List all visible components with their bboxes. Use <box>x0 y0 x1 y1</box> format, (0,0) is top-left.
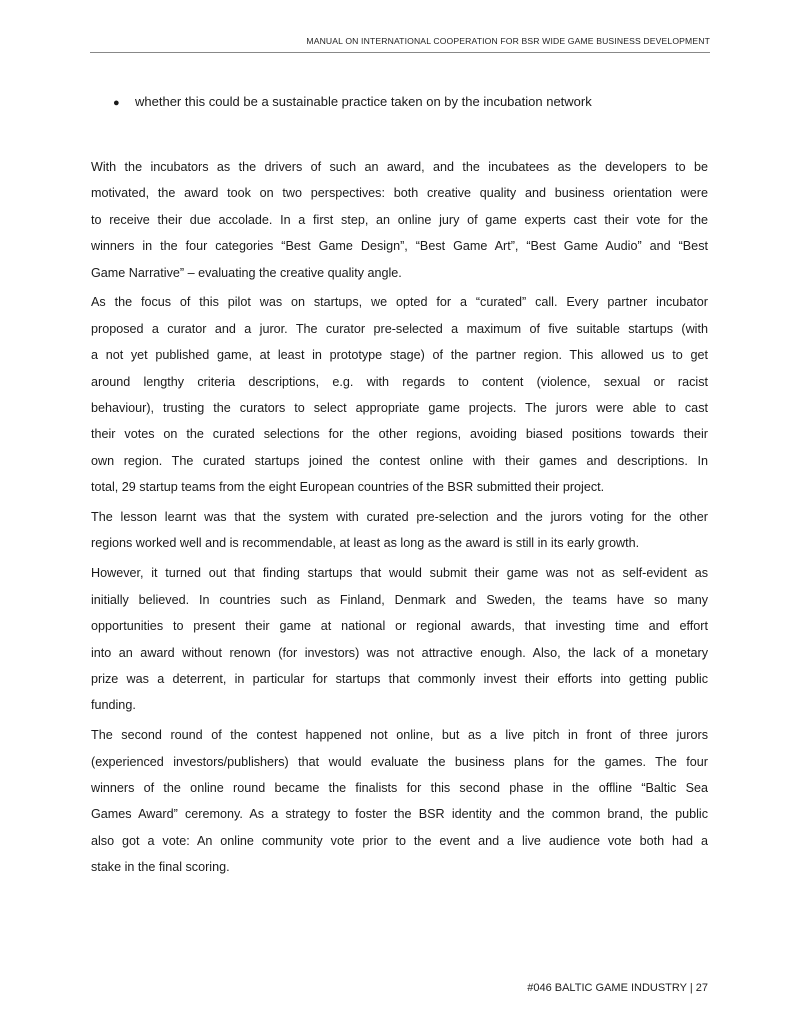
text-line: winners of the online round became the finalists for this second phase in the offline “Baltic Sea <box>91 780 708 795</box>
text-line: winners in the four categories “Best Game Design”, “Best Game Art”, “Best Game Audio” and “Best <box>91 239 708 254</box>
text-line: around lengthy criteria descriptions, e.g. with regards to content (violence, sexual or racist <box>91 374 708 389</box>
text-line: Games Award” ceremony. As a strategy to foster the BSR identity and the common brand, the public <box>91 807 708 822</box>
text-line: As the focus of this pilot was on startups, we opted for a “curated” call. Every partner incubator <box>91 295 708 310</box>
paragraph <box>91 289 708 500</box>
text-line: regions worked well and is recommendable, at least as long as the award is still in its early growth. <box>91 536 640 551</box>
page-footer: #046 BALTIC GAME INDUSTRY | 27 <box>527 982 708 994</box>
text-line: a not yet published game, at least in prototype stage) of the partner region. This allowed us to get <box>91 348 708 363</box>
text-line: into an award without renown (for investors) was not attractive enough. Also, the lack of a monetary <box>91 645 708 660</box>
text-line: behaviour), trusting the curators to select appropriate game projects. The jurors were able to cast <box>91 401 708 416</box>
text-line: total, 29 startup teams from the eight European countries of the BSR submitted their project. <box>91 480 605 495</box>
text-line: However, it turned out that finding startups that would submit their game was not as self-evident as <box>91 566 708 581</box>
text-line: The lesson learnt was that the system with curated pre-selection and the jurors voting for the other <box>91 510 708 525</box>
text-line: (experienced investors/publishers) that would evaluate the business plans for the games. The four <box>91 754 708 769</box>
bullet-icon: ● <box>113 97 120 109</box>
paragraph <box>91 722 708 880</box>
text-line: to receive their due accolade. In a first step, an online jury of game experts cast their vote for the <box>91 212 708 227</box>
header-rule <box>90 52 710 53</box>
bullet-text: whether this could be a sustainable practice taken on by the incubation network <box>135 94 592 109</box>
text-line: stake in the final scoring. <box>91 860 230 875</box>
text-line: initially believed. In countries such as Finland, Denmark and Sweden, the teams have so many <box>91 592 708 607</box>
paragraph <box>91 154 708 286</box>
paragraph <box>91 504 708 557</box>
text-line: proposed a curator and a juror. The curator pre-selected a maximum of five suitable startups (with <box>91 321 708 336</box>
text-line: their votes on the curated selections for the other regions, avoiding biased positions towards their <box>91 427 708 442</box>
text-line: motivated, the award took on two perspectives: both creative quality and business orientation were <box>91 186 708 201</box>
text-line: Game Narrative” – evaluating the creative quality angle. <box>91 265 402 280</box>
text-line: funding. <box>91 698 136 713</box>
text-line: With the incubators as the drivers of such an award, and the incubatees as the developers to be <box>91 160 708 174</box>
text-line: The second round of the contest happened not online, but as a live pitch in front of three jurors <box>91 728 708 743</box>
text-line: opportunities to present their game at national or regional awards, that investing time and effort <box>91 619 708 634</box>
text-line: also got a vote: An online community vote prior to the event and a live audience vote both had a <box>91 833 708 848</box>
bullet-item <box>113 89 592 116</box>
running-header: MANUAL ON INTERNATIONAL COOPERATION FOR BSR WIDE GAME BUSINESS DEVELOPMENT <box>306 36 710 46</box>
body-text <box>91 154 708 884</box>
paragraph <box>91 560 708 718</box>
text-line: own region. The curated startups joined the contest online with their games and descriptions. In <box>91 453 708 468</box>
text-line: prize was a deterrent, in particular for startups that commonly invest their efforts into getting public <box>91 671 708 686</box>
